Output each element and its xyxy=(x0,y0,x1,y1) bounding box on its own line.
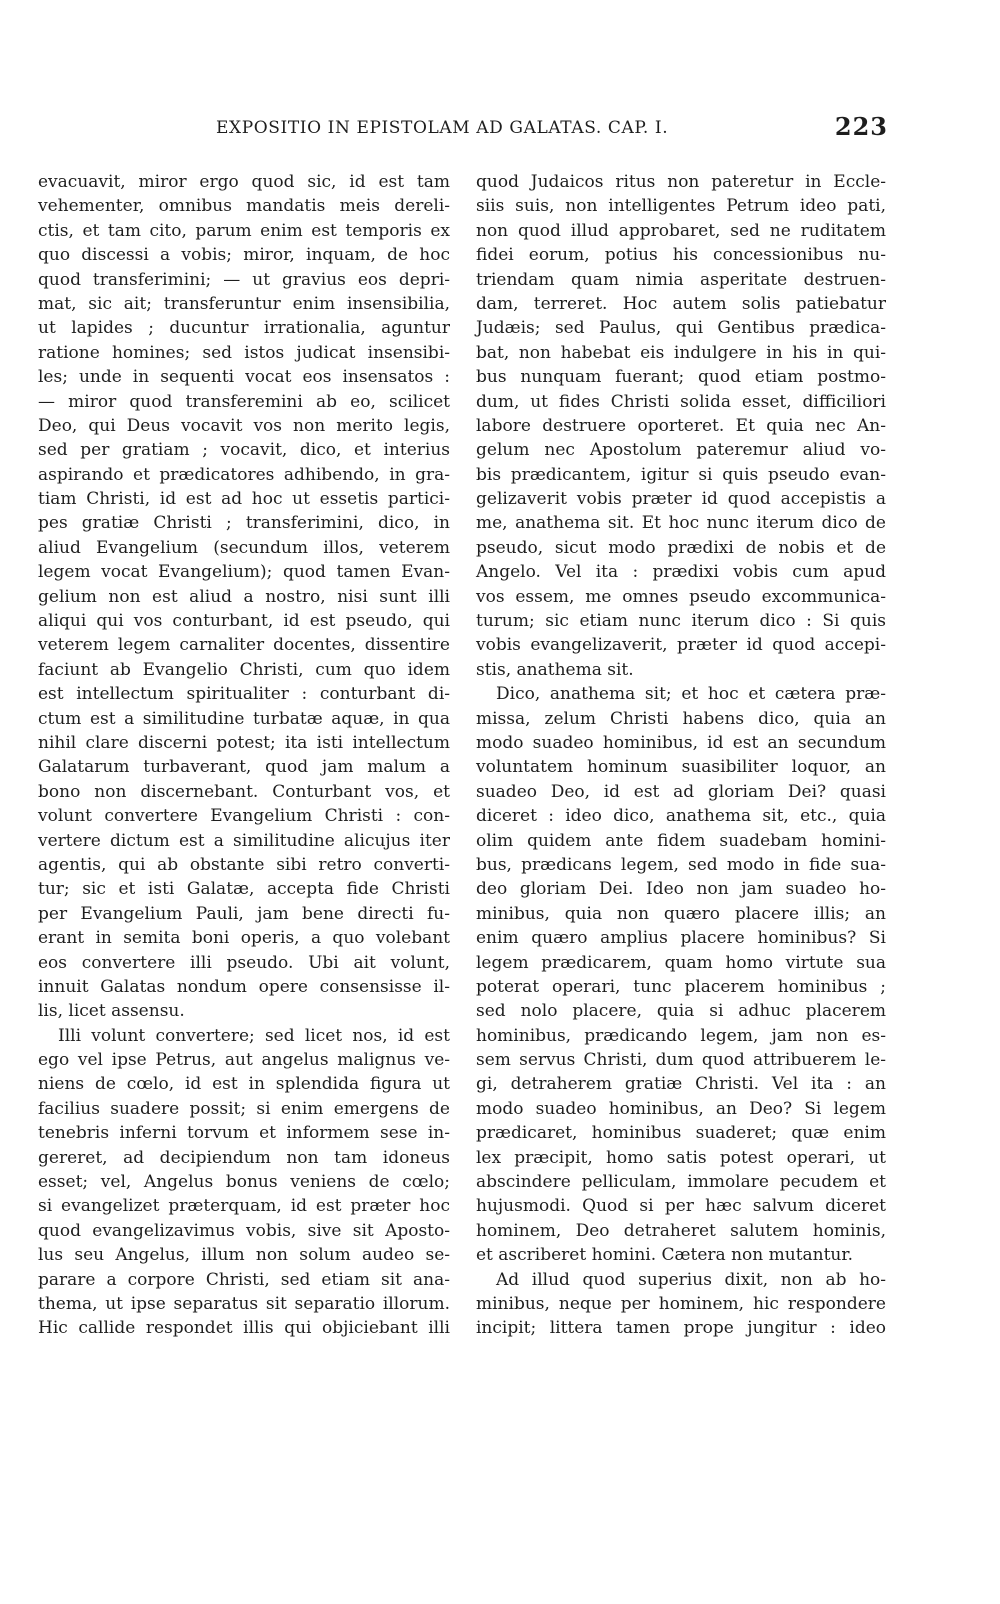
text-line: vos essem, me omnes pseudo excommunica- xyxy=(476,586,886,607)
running-header xyxy=(40,112,888,144)
text-line: aliud Evangelium (secundum illos, veterem xyxy=(38,537,450,558)
text-line: suadeo Deo, id est ad gloriam Dei? quasi xyxy=(476,781,886,802)
text-line: tiam Christi, id est ad hoc ut essetis partici- xyxy=(38,489,450,510)
text-line: hominem, Deo detraheret salutem hominis, xyxy=(476,1220,886,1241)
text-line: vehementer, omnibus mandatis meis dereli- xyxy=(38,196,450,217)
right-text-column xyxy=(476,170,886,1341)
text-line: Ad illud quod superius dixit, non ab ho- xyxy=(496,1269,886,1290)
text-line: prædicaret, hominibus suaderet; quæ enim xyxy=(476,1123,886,1144)
text-line: quod Judaicos ritus non pateretur in Eccle- xyxy=(476,172,886,192)
text-line: gereret, ad decipiendum non tam idoneus xyxy=(38,1147,450,1168)
text-line: hominibus, prædicando legem, jam non es- xyxy=(476,1025,886,1046)
running-title: EXPOSITIO IN EPISTOLAM AD GALATAS. CAP. I. xyxy=(216,118,669,138)
text-line: sem servus Christi, dum quod attribuerem le- xyxy=(476,1050,886,1071)
text-line: minibus, quia non quæro placere illis; an xyxy=(476,903,886,924)
text-line: diceret : ideo dico, anathema sit, etc., quia xyxy=(476,806,886,827)
text-line: gelizaverit vobis præter id quod accepistis a xyxy=(476,489,886,510)
text-line: bis prædicantem, igitur si quis pseudo evan- xyxy=(476,464,886,485)
text-line: Hic callide respondet illis qui objiciebant illi xyxy=(38,1318,450,1339)
text-line: hujusmodi. Quod si per hæc salvum diceret xyxy=(476,1196,886,1217)
text-line: tur; sic et isti Galatæ, accepta fide Christi xyxy=(38,879,450,900)
text-line: niens de cœlo, id est in splendida figura ut xyxy=(38,1074,450,1095)
text-line: per Evangelium Pauli, jam bene directi fu- xyxy=(38,903,450,924)
text-line: esset; vel, Angelus bonus veniens de cœlo; xyxy=(38,1172,450,1193)
text-line: ctum est a similitudine turbatæ aquæ, in qua xyxy=(38,708,450,729)
text-line: bus nunquam fuerant; quod etiam postmo- xyxy=(476,367,886,388)
text-line: bono non discernebant. Conturbant vos, et xyxy=(38,781,450,802)
text-line: gelium non est aliud a nostro, nisi sunt illi xyxy=(38,586,450,607)
text-line: legem prædicarem, quam homo virtute sua xyxy=(476,952,886,973)
text-line: Galatarum turbaverant, quod jam malum a xyxy=(38,757,450,778)
text-line: abscindere pelliculam, immolare pecudem et xyxy=(476,1172,886,1193)
text-line: labore destruere oporteret. Et quia nec An- xyxy=(476,415,886,436)
text-line: sed per gratiam ; vocavit, dico, et interius xyxy=(38,440,450,461)
text-line: thema, ut ipse separatus sit separatio illorum. xyxy=(38,1293,450,1314)
text-line: enim quæro amplius placere hominibus? Si xyxy=(476,928,886,949)
text-line: missa, zelum Christi habens dico, quia an xyxy=(476,708,886,729)
text-line: — miror quod transferemini ab eo, scilicet xyxy=(38,391,450,412)
text-line: lex præcipit, homo satis potest operari, ut xyxy=(476,1147,886,1168)
text-line: incipit; littera tamen prope jungitur : ideo xyxy=(476,1318,886,1339)
text-line: turum; sic etiam nunc iterum dico : Si quis xyxy=(476,611,886,632)
text-line: aliqui qui vos conturbant, id est pseudo, qui xyxy=(38,611,450,632)
text-line: triendam quam nimia asperitate destruen- xyxy=(476,269,886,290)
text-line: Angelo. Vel ita : prædixi vobis cum apud xyxy=(476,562,886,583)
text-line: minibus, neque per hominem, hic respondere xyxy=(476,1293,886,1314)
text-line: modo suadeo hominibus, id est an secundum xyxy=(476,732,886,753)
text-line: lus seu Angelus, illum non solum audeo se- xyxy=(38,1245,450,1266)
text-line: faciunt ab Evangelio Christi, cum quo idem xyxy=(38,659,450,680)
text-line: quo discessi a vobis; miror, inquam, de hoc xyxy=(38,245,450,266)
text-line: parare a corpore Christi, sed etiam sit ana- xyxy=(38,1269,450,1290)
text-line: Deo, qui Deus vocavit vos non merito legis, xyxy=(38,415,450,436)
text-line: Illi volunt convertere; sed licet nos, id est xyxy=(58,1025,450,1046)
text-line: aspirando et prædicatores adhibendo, in gra- xyxy=(38,464,450,485)
text-line: ut lapides ; ducuntur irrationalia, aguntur xyxy=(38,318,450,339)
text-line: lis, licet assensu. xyxy=(38,1001,185,1022)
text-line: les; unde in sequenti vocat eos insensatos : xyxy=(38,367,450,388)
text-line: vertere dictum est a similitudine alicujus iter xyxy=(38,830,450,851)
text-line: eos convertere illi pseudo. Ubi ait volunt, xyxy=(38,952,450,973)
text-line: dam, terreret. Hoc autem solis patiebatur xyxy=(476,293,886,314)
text-line: gelum nec Apostolum pateremur aliud vo- xyxy=(476,440,886,461)
text-line: siis suis, non intelligentes Petrum ideo pati, xyxy=(476,196,886,217)
text-line: tenebris inferni torvum et informem sese in- xyxy=(38,1123,450,1144)
text-line: evacuavit, miror ergo quod sic, id est tam xyxy=(38,172,450,192)
text-line: vobis evangelizaverit, præter id quod accepi- xyxy=(476,635,886,656)
text-line: non quod illud approbaret, sed ne ruditatem xyxy=(476,220,886,241)
text-line: deo gloriam Dei. Ideo non jam suadeo ho- xyxy=(476,879,886,900)
text-line: si evangelizet præterquam, id est præter hoc xyxy=(38,1196,450,1217)
text-line: Judæis; sed Paulus, qui Gentibus prædica- xyxy=(476,318,886,339)
text-line: veterem legem carnaliter docentes, dissentire xyxy=(38,635,450,656)
text-line: olim quidem ante fidem suadebam homini- xyxy=(476,830,886,851)
text-line: quod evangelizavimus vobis, sive sit Aposto- xyxy=(38,1220,450,1241)
text-line: quod transferimini; — ut gravius eos depri- xyxy=(38,269,450,290)
text-line: poterat operari, tunc placerem hominibus ; xyxy=(476,976,886,997)
text-line: volunt convertere Evangelium Christi : con- xyxy=(38,806,450,827)
text-line: facilius suadere possit; si enim emergens de xyxy=(38,1098,450,1119)
left-text-column xyxy=(38,170,450,1341)
text-line: modo suadeo hominibus, an Deo? Si legem xyxy=(476,1098,886,1119)
text-line: ratione homines; sed istos judicat insensibi- xyxy=(38,342,450,363)
text-line: ego vel ipse Petrus, aut angelus malignus ve- xyxy=(38,1050,450,1071)
text-line: bat, non habebat eis indulgere in his in qui- xyxy=(476,342,886,363)
text-line: erant in semita boni operis, a quo volebant xyxy=(38,928,450,949)
text-line: dum, ut fides Christi solida esset, difficiliori xyxy=(476,391,886,412)
text-line: nihil clare discerni potest; ita isti intellectum xyxy=(38,732,450,753)
text-line: legem vocat Evangelium); quod tamen Evan- xyxy=(38,562,450,583)
text-line: voluntatem hominum suasibiliter loquor, an xyxy=(476,757,886,778)
text-line: pseudo, sicut modo prædixi de nobis et de xyxy=(476,537,886,558)
text-line: gi, detraherem gratiæ Christi. Vel ita : an xyxy=(476,1074,886,1095)
text-line: stis, anathema sit. xyxy=(476,659,634,680)
text-line: fidei eorum, potius his concessionibus nu- xyxy=(476,245,886,266)
text-line: et ascriberet homini. Cætera non mutantur. xyxy=(476,1245,854,1266)
text-line: sed nolo placere, quia si adhuc placerem xyxy=(476,1001,886,1022)
text-line: innuit Galatas nondum opere consensisse il- xyxy=(38,976,450,997)
text-line: bus, prædicans legem, sed modo in fide sua- xyxy=(476,854,886,875)
text-line: Dico, anathema sit; et hoc et cætera præ- xyxy=(496,684,886,705)
text-line: pes gratiæ Christi ; transferimini, dico, in xyxy=(38,513,450,534)
text-line: me, anathema sit. Et hoc nunc iterum dico de xyxy=(476,513,886,534)
text-line: ctis, et tam cito, parum enim est temporis ex xyxy=(38,220,450,241)
text-line: agentis, qui ab obstante sibi retro converti- xyxy=(38,854,450,875)
text-line: mat, sic ait; transferuntur enim insensibilia, xyxy=(38,293,450,314)
text-line: est intellectum spiritualiter : conturbant di- xyxy=(38,684,450,705)
page-number: 223 xyxy=(834,112,888,141)
